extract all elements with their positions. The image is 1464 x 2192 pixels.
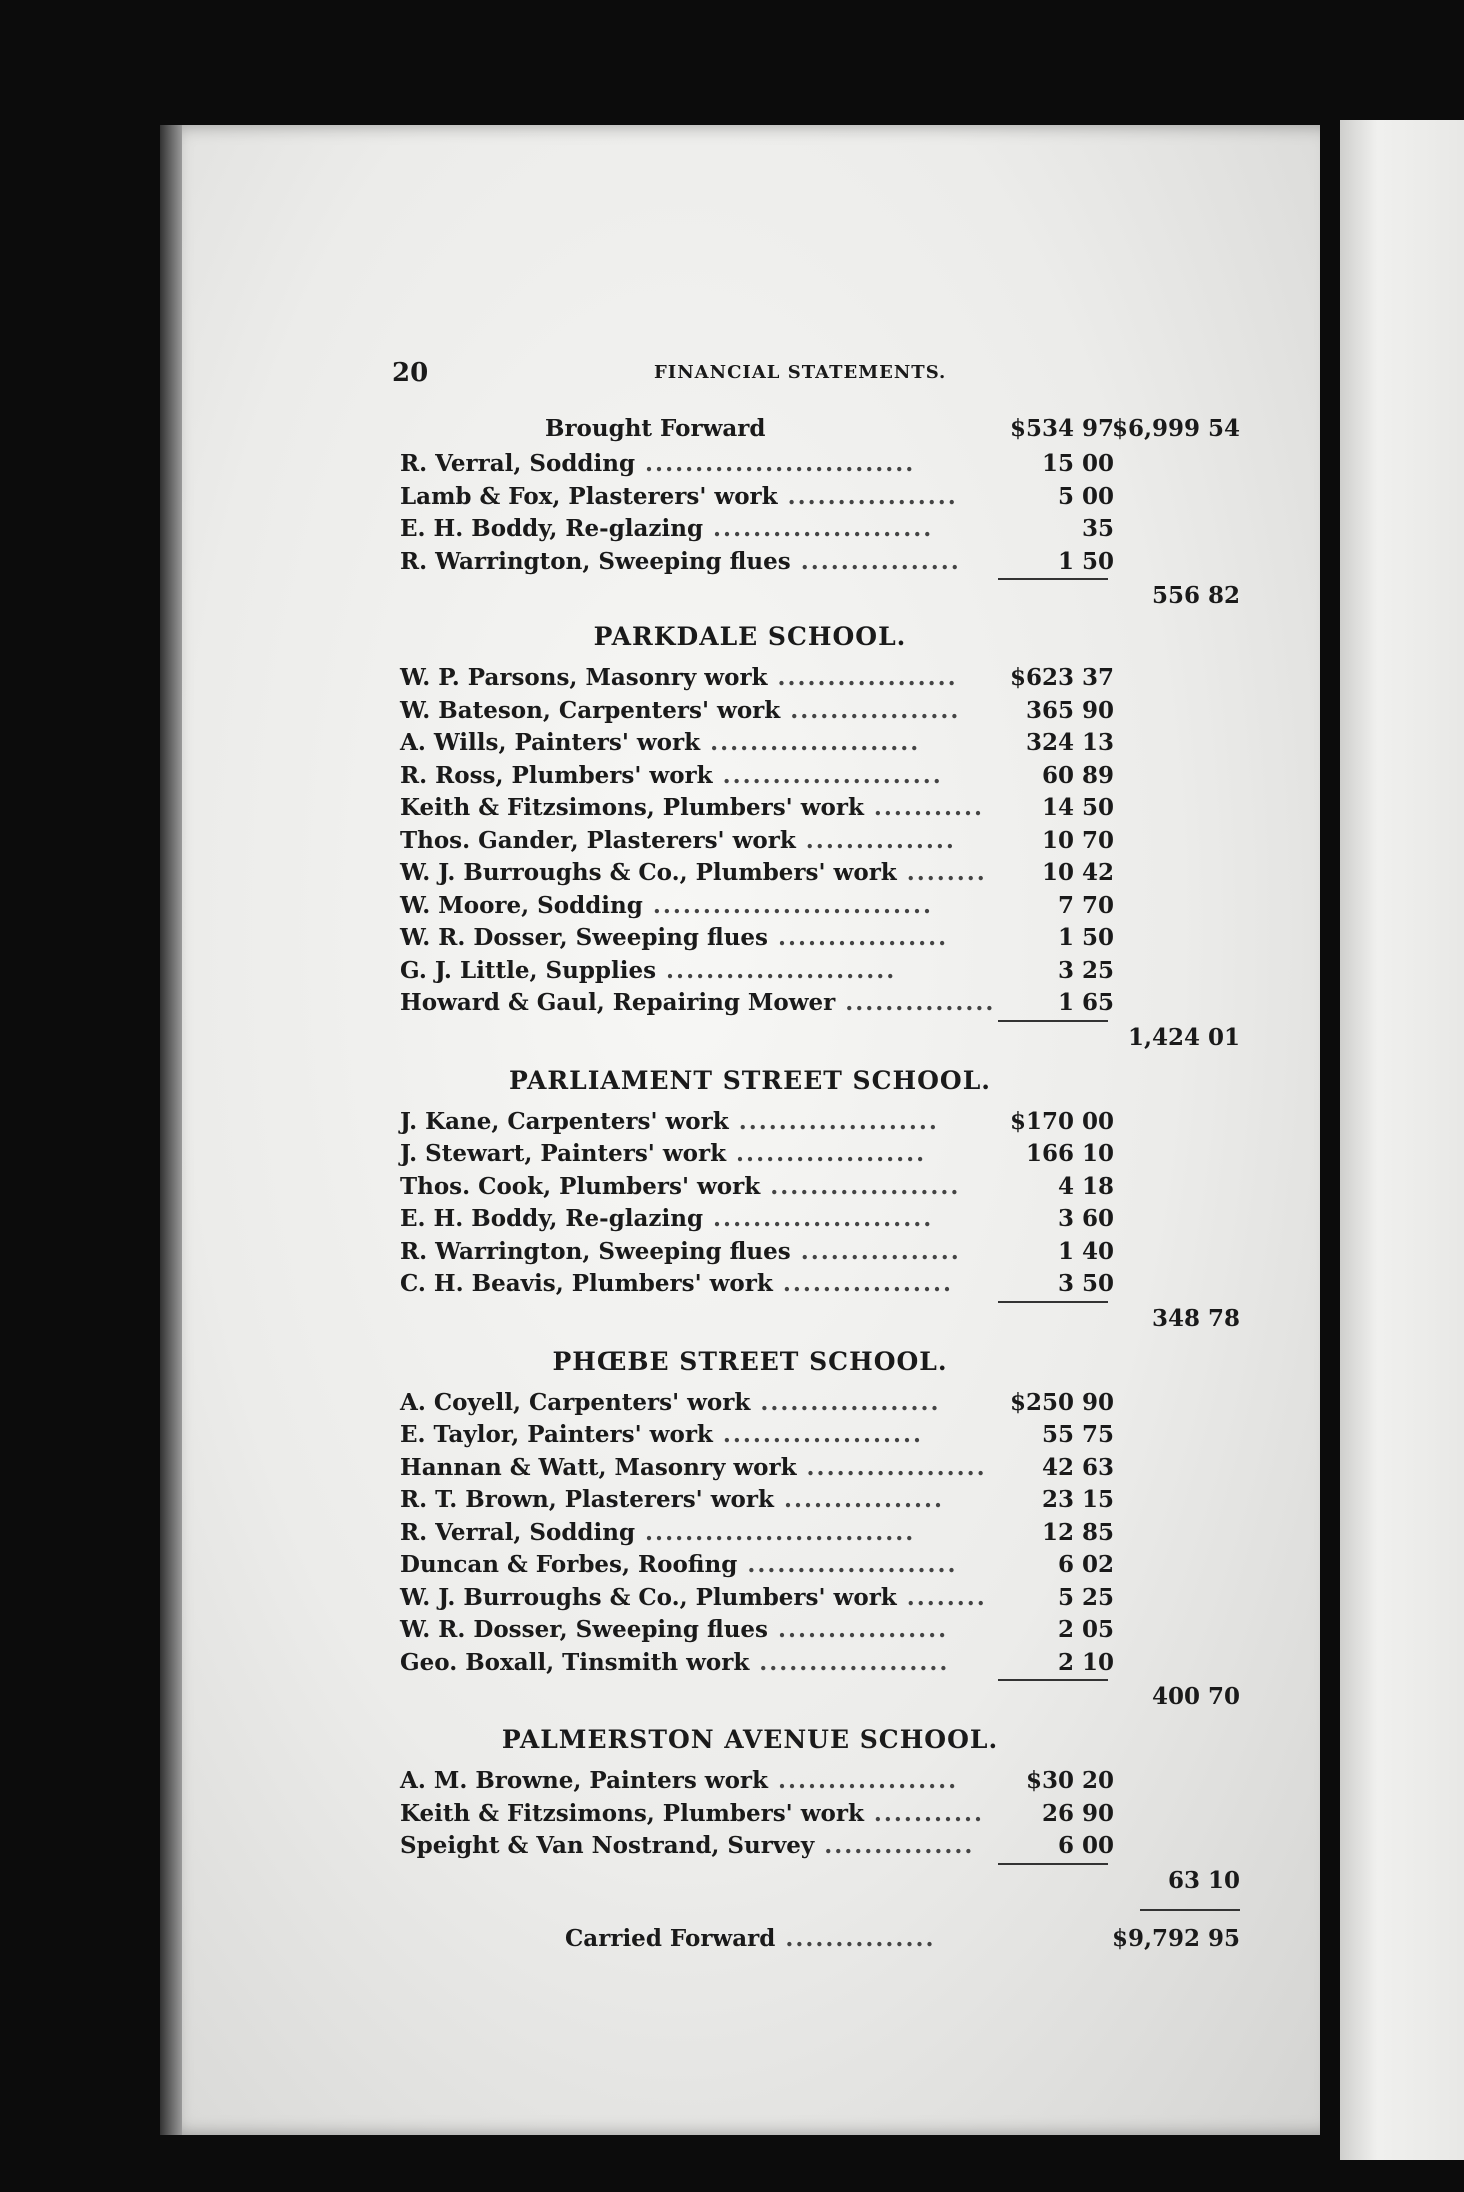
item-amount: 7 70 [1057, 891, 1114, 919]
payee-label [400, 1421, 923, 1448]
section-total-row [400, 1024, 1240, 1054]
brought-forward-amount: $534 97 [1009, 415, 1114, 442]
payee-label [400, 1616, 948, 1643]
dot-leader: ............... [814, 1832, 975, 1859]
ledger-row [400, 1270, 1240, 1300]
ledger-row [400, 1108, 1240, 1138]
ledger-row [400, 483, 1240, 513]
page-number: 20 [392, 358, 429, 388]
dot-leader: ...................... [703, 1205, 934, 1232]
item-amount: 5 00 [1057, 482, 1114, 510]
carried-forward-row [400, 1925, 1240, 1955]
payee-name: Duncan & Forbes, Roofing [400, 1551, 738, 1578]
payee-name: Hannan & Watt, Masonry work [400, 1453, 797, 1481]
payee-label [400, 729, 920, 756]
payee-name: E. H. Boddy, Re-glazing [400, 515, 704, 542]
grand-total-rule [1140, 1909, 1240, 1911]
payee-name: Keith & Fitzsimons, Plumbers' work [400, 1799, 864, 1827]
payee-name: Keith & Fitzsimons, Plumbers' work [400, 794, 864, 821]
running-title: FINANCIAL STATEMENTS. [654, 362, 947, 383]
payee-name: W. P. Parsons, Masonry work [400, 664, 768, 691]
payee-label [400, 1140, 926, 1167]
item-amount: 3 60 [1057, 1205, 1114, 1232]
dot-leader: ................... [749, 1648, 950, 1676]
payee-label [400, 664, 958, 691]
payee-name: W. J. Burroughs & Co., Plumbers' work [400, 1583, 897, 1611]
payee-label [400, 548, 961, 575]
section-total: 63 10 [1167, 1866, 1240, 1894]
payee-label [400, 1108, 939, 1135]
dot-leader: ............................ [642, 891, 934, 919]
item-amount: 4 18 [1057, 1172, 1114, 1200]
dot-leader: ............... [775, 1924, 936, 1952]
item-amount: 324 13 [1025, 729, 1114, 756]
payee-name: E. H. Boddy, Re-glazing [400, 1205, 704, 1232]
ledger-row [400, 957, 1240, 987]
ledger-row [400, 827, 1240, 857]
ledger-row [400, 989, 1240, 1019]
dot-leader: ........... [863, 1799, 984, 1827]
item-amount: 2 10 [1057, 1648, 1114, 1676]
payee-name: Geo. Boxall, Tinsmith work [400, 1648, 750, 1676]
payee-label [400, 859, 987, 886]
payee-name: Lamb & Fox, Plasterers' work [400, 482, 778, 510]
section-heading: PALMERSTON AVENUE SCHOOL. [501, 1725, 999, 1754]
facing-page-edge [1340, 120, 1464, 2160]
payee-label [400, 1270, 953, 1297]
ledger-row [400, 892, 1240, 922]
payee-label [400, 1767, 958, 1794]
payee-label [400, 1551, 958, 1578]
ledger-row [400, 1140, 1240, 1170]
payee-name: A. Wills, Painters' work [400, 729, 701, 756]
payee-name: A. M. Browne, Painters work [400, 1767, 768, 1794]
item-amount: 12 85 [1041, 1518, 1114, 1546]
item-amount: 10 70 [1041, 826, 1114, 854]
item-amount: 6 02 [1057, 1551, 1114, 1578]
payee-label [400, 1584, 987, 1611]
item-amount: $170 00 [1009, 1107, 1114, 1135]
dot-leader: .................. [767, 1767, 959, 1794]
ledger-row [400, 1421, 1240, 1451]
subtotal-rule [998, 1679, 1108, 1681]
item-amount: $30 20 [1025, 1767, 1114, 1794]
item-amount: 15 00 [1041, 450, 1114, 477]
item-amount: 365 90 [1025, 696, 1114, 724]
item-amount: 1 40 [1057, 1237, 1114, 1265]
carried-forward-total: $9,792 95 [1111, 1924, 1240, 1952]
payee-label [400, 1649, 949, 1676]
payee-name: W. R. Dosser, Sweeping flues [400, 1616, 768, 1643]
ledger-row [400, 1551, 1240, 1581]
dot-leader: .................. [796, 1453, 987, 1481]
dot-leader: ................... [726, 1140, 927, 1167]
section-heading: PARKDALE SCHOOL. [593, 622, 907, 651]
ledger-row [400, 1205, 1240, 1235]
section-total: 400 70 [1151, 1683, 1240, 1710]
dot-leader: .................... [712, 1421, 924, 1448]
dot-leader: ................. [772, 1270, 953, 1297]
item-amount: 55 75 [1041, 1421, 1114, 1448]
dot-leader: ...................... [712, 761, 943, 789]
brought-forward-label: Brought Forward [545, 415, 766, 442]
dot-leader: ................. [768, 1616, 949, 1643]
ledger-row [400, 697, 1240, 727]
payee-label [400, 1205, 933, 1232]
dot-leader: ..................... [737, 1551, 958, 1578]
payee-label [400, 1389, 940, 1416]
ledger-row [400, 1800, 1240, 1830]
dot-leader: ................. [780, 696, 961, 724]
section-heading: PHŒBE STREET SCHOOL. [552, 1346, 948, 1376]
payee-name: W. Moore, Sodding [400, 891, 643, 919]
item-amount: 1 50 [1057, 924, 1114, 951]
dot-leader: ............... [795, 826, 956, 854]
payee-name: Thos. Cook, Plumbers' work [400, 1172, 761, 1200]
opening-total-row [400, 582, 1240, 612]
item-amount: 2 05 [1057, 1616, 1114, 1643]
payee-name: R. Ross, Plumbers' work [400, 761, 713, 789]
payee-name: J. Kane, Carpenters' work [400, 1107, 729, 1135]
item-amount: 166 10 [1025, 1140, 1114, 1167]
payee-name: W. J. Burroughs & Co., Plumbers' work [400, 859, 897, 886]
brought-forward-total: $6,999 54 [1111, 415, 1240, 442]
payee-name: R. Warrington, Sweeping flues [400, 547, 791, 575]
dot-leader: ........................... [635, 450, 916, 477]
item-amount: 1 50 [1057, 547, 1114, 575]
payee-name: R. Warrington, Sweeping flues [400, 1237, 791, 1265]
payee-name: W. R. Dosser, Sweeping flues [400, 924, 768, 951]
dot-leader: ..................... [700, 729, 921, 756]
section-total: 348 78 [1151, 1304, 1240, 1332]
ledger-row [400, 1616, 1240, 1646]
ledger-row [400, 924, 1240, 954]
section-total: 556 82 [1151, 582, 1240, 609]
section-total-row [400, 1683, 1240, 1713]
payee-label [400, 989, 995, 1016]
ledger-row [400, 762, 1240, 792]
payee-label [400, 483, 958, 510]
ledger-row [400, 515, 1240, 545]
section-total-row [400, 1867, 1240, 1897]
subtotal-rule [998, 1020, 1108, 1022]
payee-name: G. J. Little, Supplies [400, 956, 657, 984]
payee-name: R. T. Brown, Plasterers' work [400, 1486, 774, 1513]
payee-label [400, 892, 933, 919]
payee-label [400, 697, 960, 724]
dot-leader: ................. [777, 482, 958, 510]
item-amount: 3 25 [1057, 956, 1114, 984]
payee-name: R. Verral, Sodding [400, 450, 636, 477]
payee-label [400, 1800, 984, 1827]
dot-leader: ................ [790, 547, 961, 575]
page-gutter [160, 125, 182, 2135]
dot-leader: .................. [767, 664, 958, 691]
ledger-row [400, 1389, 1240, 1419]
payee-label [400, 794, 984, 821]
payee-name: E. Taylor, Painters' work [400, 1421, 713, 1448]
payee-label [400, 450, 915, 477]
payee-label [400, 957, 896, 984]
section-total-row [400, 1305, 1240, 1335]
payee-name: C. H. Beavis, Plumbers' work [400, 1270, 773, 1297]
payee-label [400, 1238, 961, 1265]
payee-label [400, 762, 943, 789]
ledger-row [400, 1832, 1240, 1862]
item-amount: 1 65 [1057, 989, 1114, 1016]
payee-name: Howard & Gaul, Repairing Mower [400, 989, 836, 1016]
payee-label [400, 1454, 987, 1481]
subtotal-rule [998, 1301, 1108, 1303]
ledger-row [400, 450, 1240, 480]
item-amount: 6 00 [1057, 1832, 1114, 1859]
carried-forward-text: Carried Forward [565, 1924, 776, 1952]
payee-label [400, 1832, 974, 1859]
ledger-row [400, 548, 1240, 578]
dot-leader: ................... [760, 1172, 961, 1200]
ledger-row [400, 1649, 1240, 1679]
ledger-row [400, 1238, 1240, 1268]
dot-leader: ........ [896, 859, 987, 886]
payee-label [400, 827, 956, 854]
subtotal-rule [998, 1863, 1108, 1865]
payee-name: J. Stewart, Painters' work [400, 1140, 727, 1167]
dot-leader: ........................... [635, 1518, 916, 1546]
ledger-row [400, 1173, 1240, 1203]
payee-label [400, 515, 933, 542]
brought-forward-row [400, 415, 1240, 445]
item-amount: 35 [1081, 515, 1114, 542]
payee-label [400, 1519, 915, 1546]
payee-name: A. Coyell, Carpenters' work [400, 1388, 751, 1416]
dot-leader: ................. [768, 924, 949, 951]
item-amount: 26 90 [1041, 1799, 1114, 1827]
ledger-row [400, 859, 1240, 889]
ledger-row [400, 664, 1240, 694]
item-amount: 3 50 [1057, 1270, 1114, 1297]
section-heading: PARLIAMENT STREET SCHOOL. [509, 1065, 991, 1095]
dot-leader: ................ [790, 1237, 961, 1265]
item-amount: 42 63 [1041, 1453, 1114, 1481]
ledger-row [400, 729, 1240, 759]
ledger-row [400, 1584, 1240, 1614]
item-amount: 60 89 [1041, 761, 1114, 789]
ledger-row [400, 794, 1240, 824]
dot-leader: .................... [728, 1107, 939, 1135]
dot-leader: ............... [835, 989, 996, 1016]
dot-leader: ................ [773, 1486, 945, 1513]
payee-name: Speight & Van Nostrand, Survey [400, 1832, 815, 1859]
item-amount: 23 15 [1041, 1486, 1114, 1513]
dot-leader: ...................... [703, 515, 934, 542]
subtotal-rule [998, 578, 1108, 580]
item-amount: 5 25 [1057, 1583, 1114, 1611]
payee-name: Thos. Gander, Plasterers' work [400, 826, 796, 854]
ledger-row [400, 1454, 1240, 1484]
ledger-row [400, 1519, 1240, 1549]
item-amount: $623 37 [1009, 664, 1114, 691]
dot-leader: .................. [750, 1388, 941, 1416]
ledger-row [400, 1486, 1240, 1516]
section-total: 1,424 01 [1127, 1023, 1240, 1051]
carried-forward-label [565, 1925, 935, 1952]
ledger-row [400, 1767, 1240, 1797]
payee-name: R. Verral, Sodding [400, 1518, 636, 1546]
item-amount: 10 42 [1041, 859, 1114, 886]
dot-leader: ....................... [656, 956, 897, 984]
payee-name: W. Bateson, Carpenters' work [400, 696, 781, 724]
payee-label [400, 924, 948, 951]
dot-leader: ........ [896, 1583, 987, 1611]
payee-label [400, 1173, 960, 1200]
payee-label [400, 1486, 944, 1513]
item-amount: $250 90 [1009, 1388, 1114, 1416]
dot-leader: ........... [863, 794, 984, 821]
item-amount: 14 50 [1041, 794, 1114, 821]
page-header [392, 358, 1232, 392]
